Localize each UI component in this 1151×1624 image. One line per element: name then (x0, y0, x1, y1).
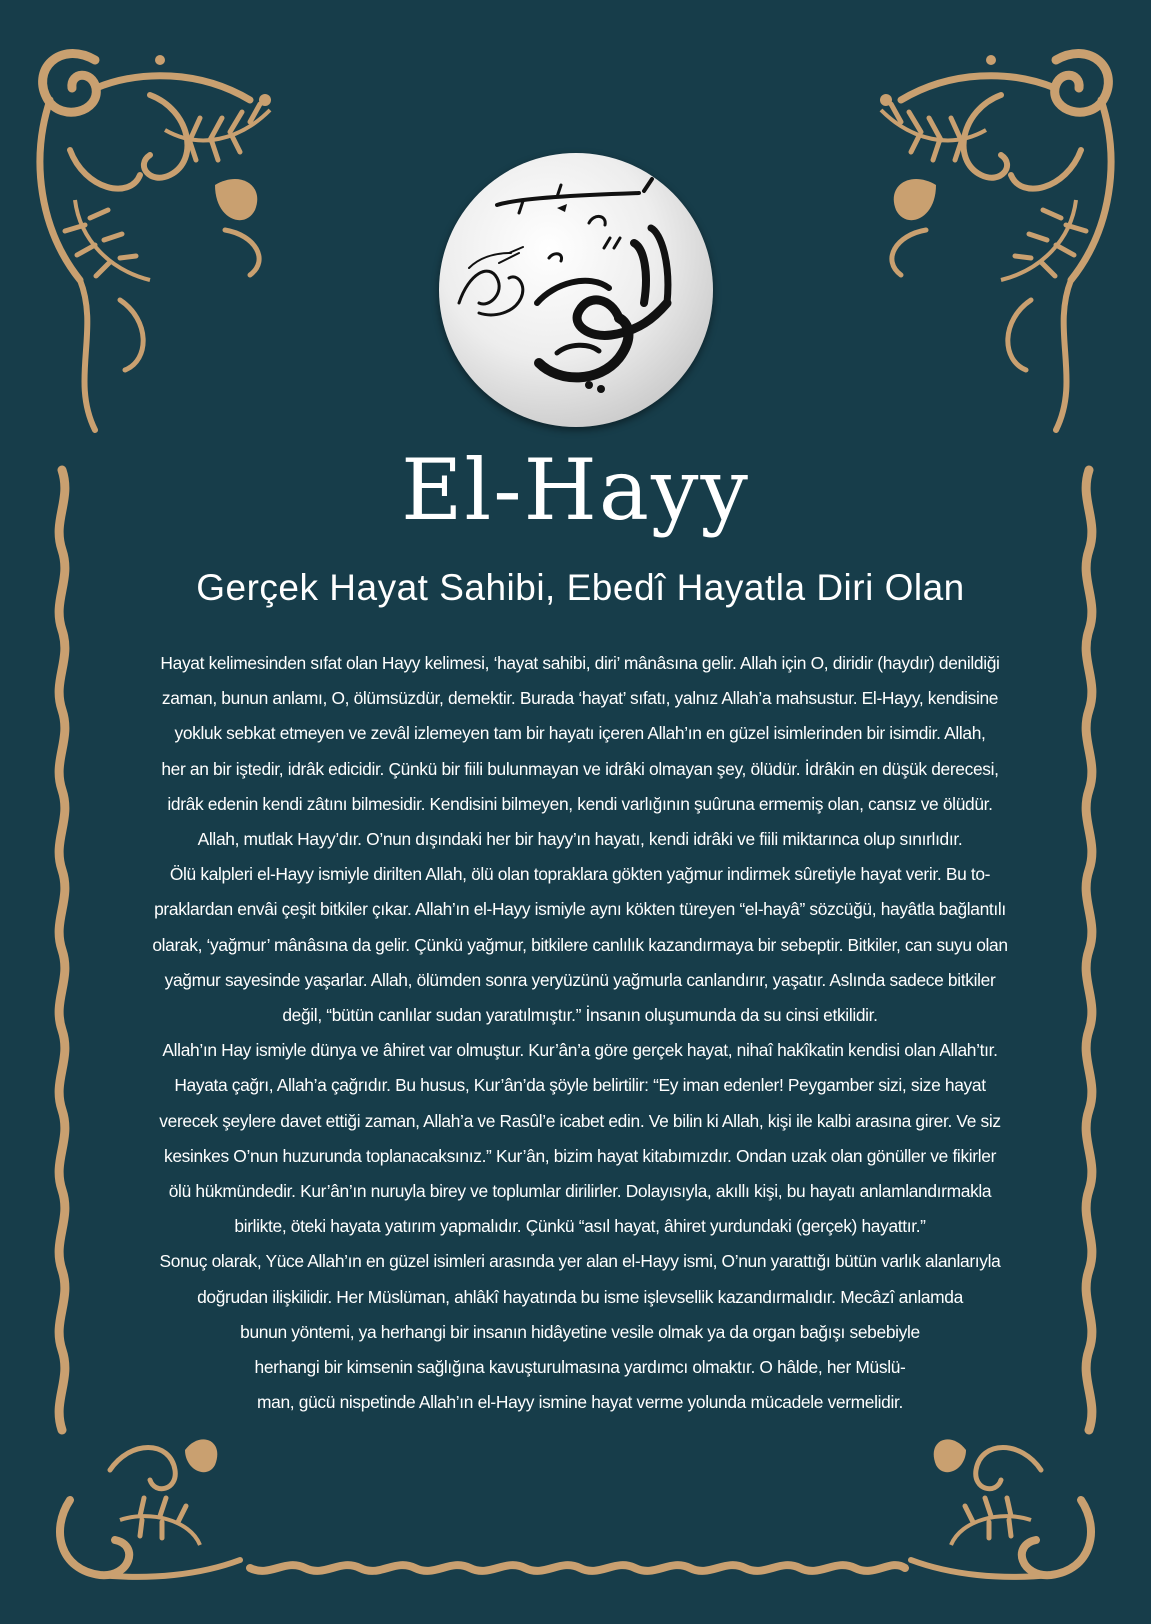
body-line: bunun yöntemi, ya herhangi bir insanın hidâyetine vesile olmak ya da organ bağışı sebebiyle (240, 1321, 920, 1342)
body-line: doğrudan ilişkilidir. Her Müslüman, ahlâkî hayatında bu isme işlevsellik kazandırmalıdır. Mecâzî anlamda (197, 1286, 963, 1307)
body-line: verecek şeylere davet ettiği zaman, Allah’a ve Rasûl’e icabet edin. Ve bilin ki Allah, kişi ile kalbi arasına girer. Ve siz (159, 1110, 1001, 1131)
body-line: yokluk sebkat etmeyen ve zevâl izlemeyen tam bir hayatı içeren Allah’ın en güzel isimlerinden bir isimdir. Allah, (174, 723, 986, 744)
body-line: olarak, ‘yağmur’ mânâsına da gelir. Çünkü yağmur, bitkilere canlılık kazandırmaya bir sebeptir. Bitkiler, can suyu olan (152, 934, 1008, 955)
body-line: Allah, mutlak Hayy’dır. O’nun dışındaki her bir hayy’ın hayatı, kendi idrâki ve fiili miktarınca olup sınırlıdır. (197, 829, 963, 850)
body-line: değil, “bütün canlılar sudan yaratılmıştır.” İnsanın oluşumunda da su cinsi etkilidir. (282, 1005, 878, 1026)
body-line: Hayata çağrı, Allah’a çağrıdır. Bu husus, Kur’ân’da şöyle belirtilir: “Ey iman edenler! Peygamber sizi, size hayat (174, 1075, 986, 1096)
calligraphy-art (439, 153, 713, 427)
body-line: idrâk edenin kendi zâtını bilmesidir. Kendisini bilmeyen, kendi varlığının şuûruna ermemiş olan, cansız ve ölüdür. (167, 793, 993, 814)
body-line: man, gücü nispetinde Allah’ın el-Hayy ismine hayat verme yolunda mücadele vermelidir. (257, 1392, 903, 1413)
body-line: herhangi bir kimsenin sağlığına kavuşturulmasına yardımcı olmaktır. O hâlde, her Müslü- (254, 1357, 906, 1378)
body-line: Allah’ın Hay ismiyle dünya ve âhiret var olmuştur. Kur’ân’a göre gerçek hayat, nihaî hakîkatin kendisi olan Allah’tır. (162, 1040, 998, 1061)
body-line: zaman, bunun anlamı, O, ölümsüzdür, demektir. Burada ‘hayat’ sıfatı, yalnız Allah’a mahsustur. El-Hayy, kendisine (161, 688, 999, 709)
body-text (110, 646, 1050, 1420)
page-title: El-Hayy (401, 441, 750, 539)
body-line: yağmur sayesinde yaşarlar. Allah, ölümden sonra yeryüzünü yağmurla canlandırır, yaşatır. Aslında sadece bitkiler (164, 969, 996, 990)
body-line: Sonuç olarak, Yüce Allah’ın en güzel isimleri arasında yer alan el-Hayy ismi, O’nun yarattığı bütün varlık alanlarıyla (159, 1251, 1001, 1272)
body-line: Hayat kelimesinden sıfat olan Hayy kelimesi, ‘hayat sahibi, diri’ mânâsına gelir. Allah için O, diridir (haydır) denildiği (160, 653, 1000, 673)
body-line: birlikte, öteki hayata yatırım yapmalıdır. Çünkü “asıl hayat, âhiret yurdundaki (gerçek) hayattır.” (234, 1216, 926, 1237)
body-line: Ölü kalpleri el-Hayy ismiyle dirilten Allah, ölü olan topraklara gökten yağmur indirmek sûretiyle hayat verir. Bu to- (169, 864, 991, 885)
body-line: praklardan envâi çeşit bitkiler çıkar. Allah’ın el-Hayy ismiyle aynı kökten türeyen “el-hayâ” sözcüğü, hayâtla bağlantılı (154, 899, 1006, 920)
calligraphy-medallion (439, 153, 713, 427)
body-line: ölü hükmündedir. Kur’ân’ın nuruyla birey ve toplumlar dirilirler. Dolayısıyla, akıllı kişi, bu hayatı anlamlandırmakla (168, 1181, 992, 1202)
body-line: kesinkes O’nun huzurunda toplanacaksınız.” Kur’ân, bizim hayat kitabımızdır. Ondan uzak olan gönüller ve fikirler (163, 1145, 997, 1166)
page-subtitle: Gerçek Hayat Sahibi, Ebedî Hayatla Diri Olan (196, 567, 965, 608)
body-line: her an bir iştedir, idrâk edicidir. Çünkü bir fiili bulunmayan ve idrâki olmayan şey, ölüdür. İdrâkin en düşük derecesi, (161, 758, 999, 779)
